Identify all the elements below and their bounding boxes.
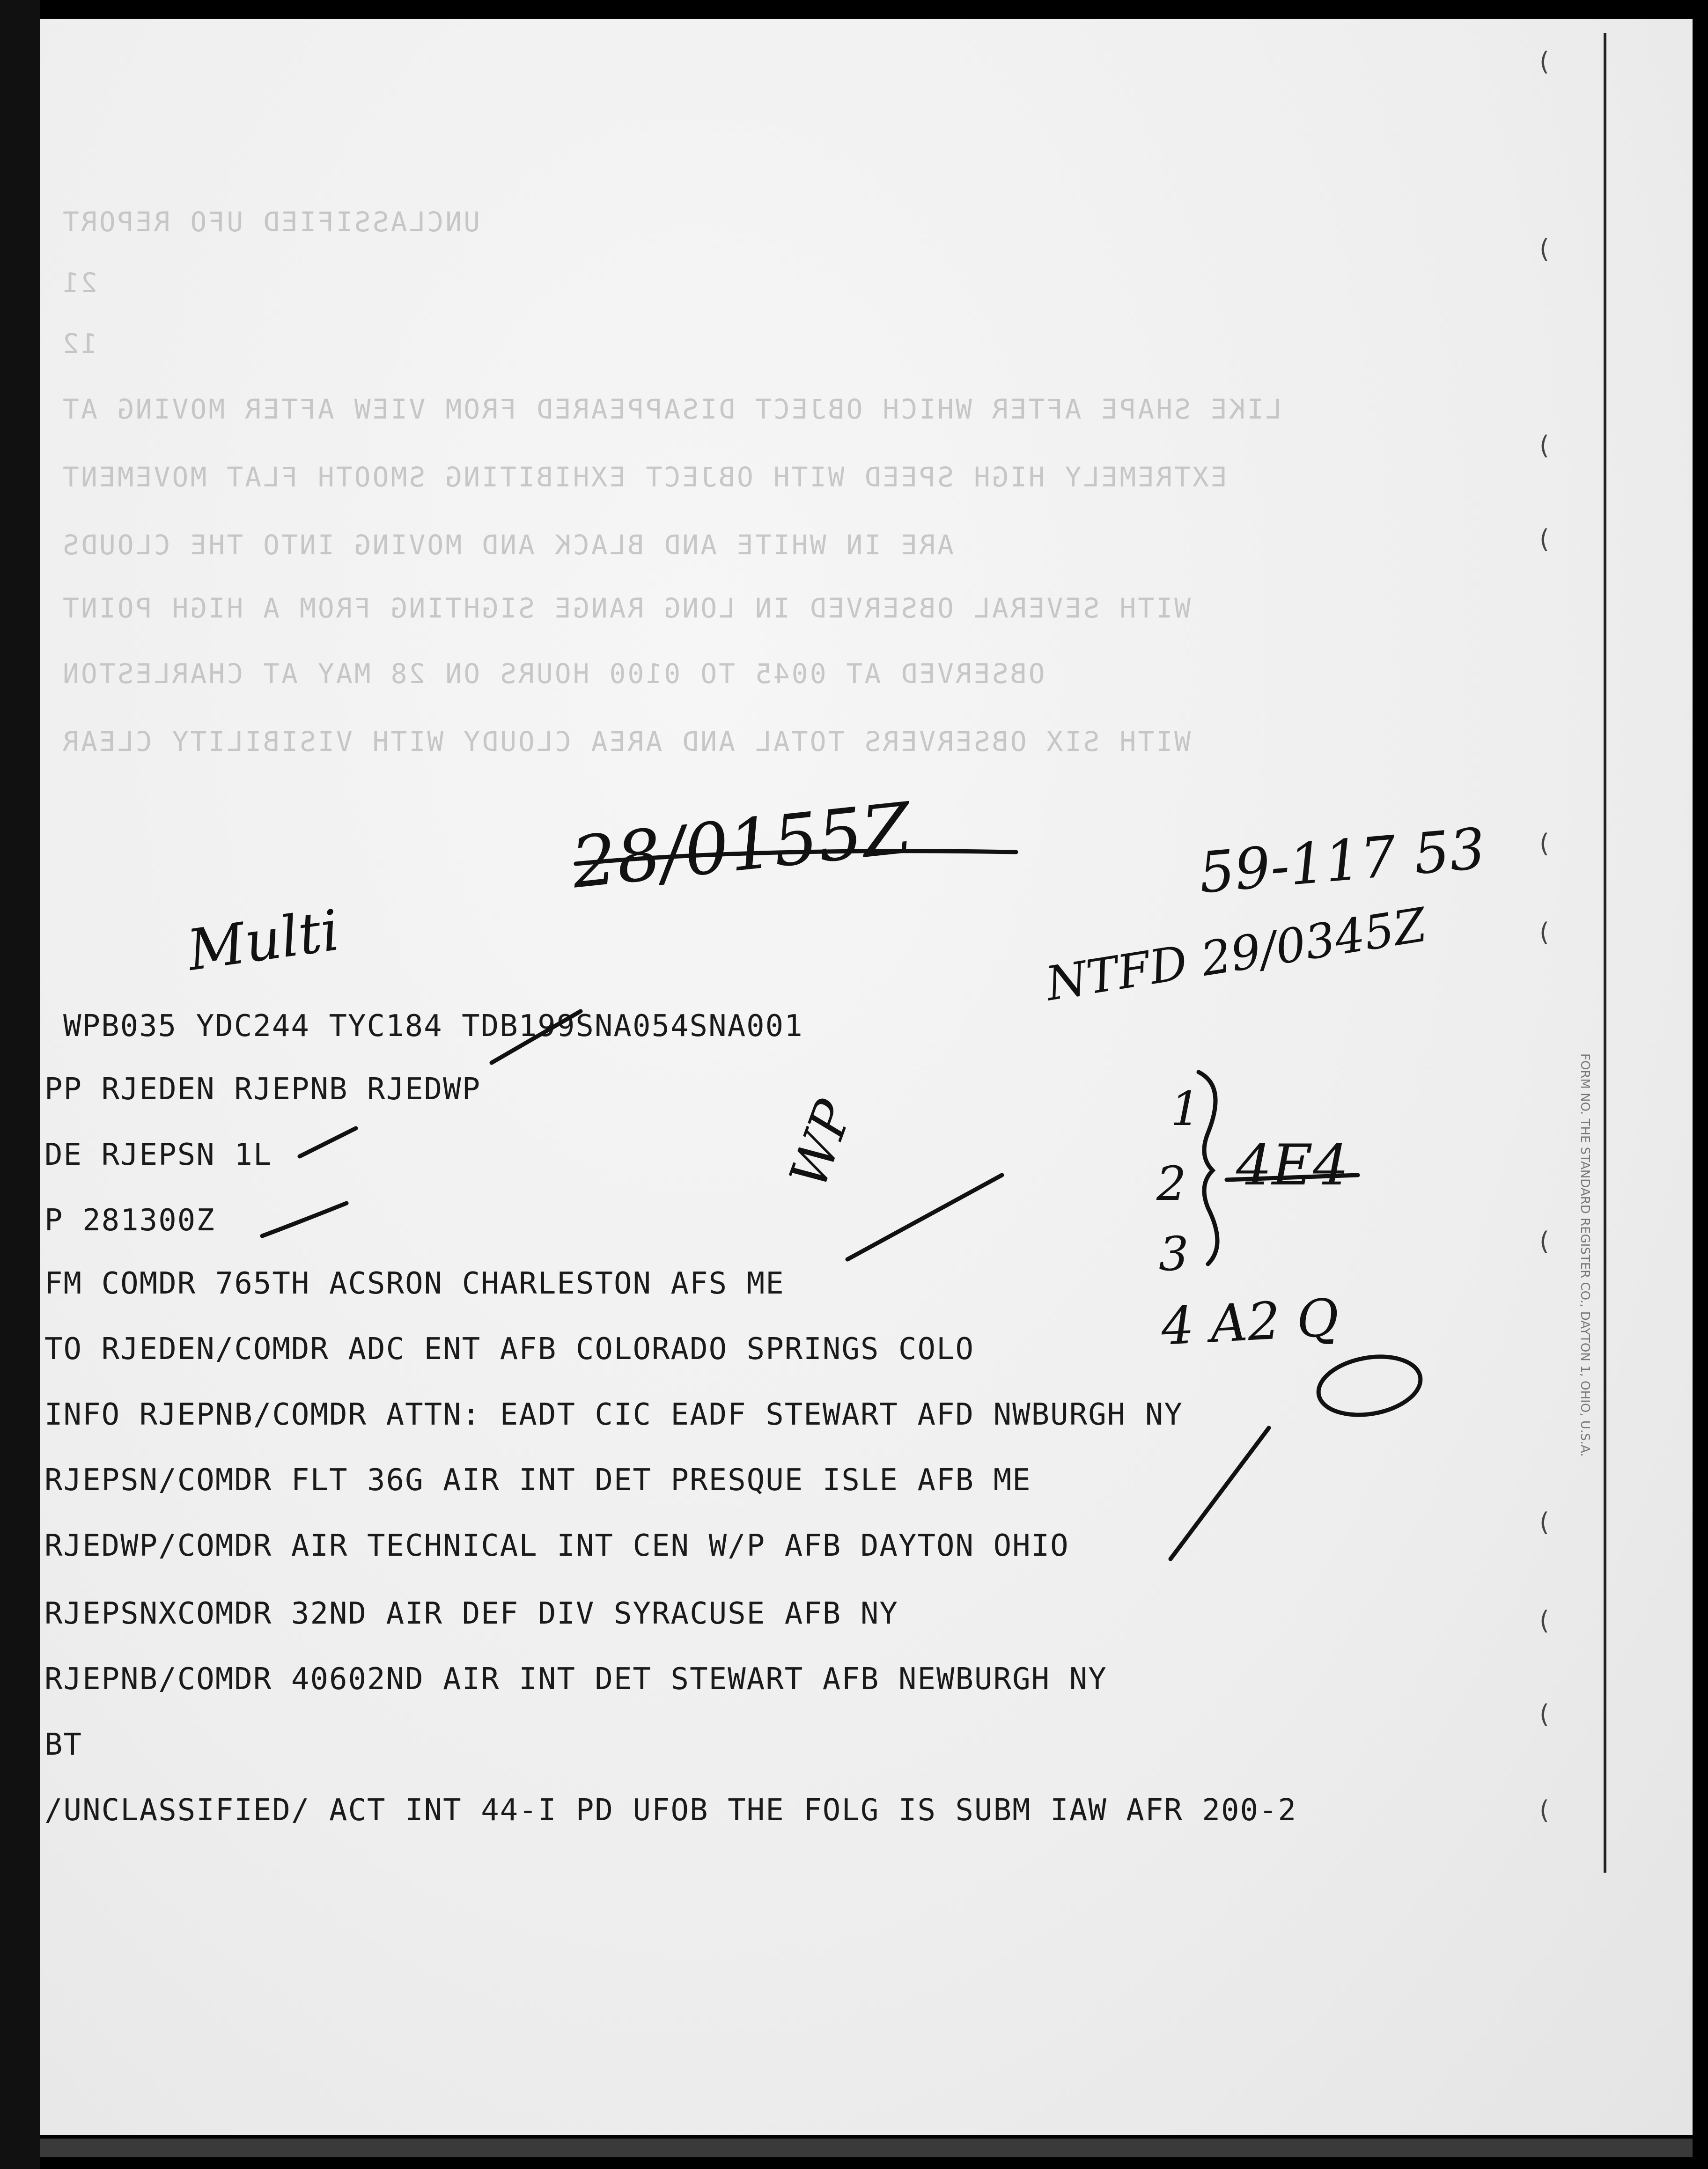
handwritten-multi: Multi xyxy=(183,898,344,984)
address-line: RJEDWP/COMDR AIR TECHNICAL INT CEN W/P AFB DAYTON OHIO xyxy=(44,1529,1069,1563)
handwritten-ntfd: NTFD 29/0345Z xyxy=(1042,897,1430,1012)
from-line: FM COMDR 765TH ACSRON CHARLESTON AFS ME xyxy=(44,1266,785,1301)
pen-underline-stroke xyxy=(576,851,1016,864)
address-line: RJEPSNXCOMDR 32ND AIR DEF DIV SYRACUSE AFB NY xyxy=(44,1596,898,1631)
bleed-line: 21 xyxy=(61,267,97,299)
punch-mark: ( xyxy=(1539,1606,1550,1635)
priority-line: P 281300Z xyxy=(44,1203,215,1238)
pen-slash-stroke xyxy=(847,1175,1002,1259)
handwritten-code-4a2q: 4 A2 Q xyxy=(1159,1287,1340,1357)
bleed-line: LIKE SHAPE AFTER WHICH OBJECT DISAPPEARED FROM VIEW AFTER MOVING AT xyxy=(61,393,1282,425)
punch-mark: ( xyxy=(1539,829,1550,858)
handwritten-datetime: 28/0155Z xyxy=(567,787,915,904)
pen-check-stroke xyxy=(492,1011,581,1063)
handwritten-ref-number: 59-117 53 xyxy=(1196,816,1488,906)
address-line: RJEPSN/COMDR FLT 36G AIR INT DET PRESQUE ISLE AFB ME xyxy=(44,1463,1031,1498)
body-line: /UNCLASSIFIED/ ACT INT 44-I PD UFOB THE FOLG IS SUBM IAW AFR 200-2 xyxy=(44,1793,1297,1828)
address-line: RJEPNB/COMDR 40602ND AIR INT DET STEWART AFB NEWBURGH NY xyxy=(44,1662,1107,1697)
bt-line: BT xyxy=(44,1728,83,1762)
punch-mark: ( xyxy=(1539,1795,1550,1825)
handwritten-initials: WP xyxy=(778,1093,864,1196)
bleed-line: WITH SIX OBSERVERS TOTAL AND AREA CLOUDY WITH VISIBILITY CLEAR xyxy=(61,726,1191,757)
info-line: INFO RJEPNB/COMDR ATTN: EADT CIC EADF STEWART AFD NWBURGH NY xyxy=(44,1397,1183,1432)
form-imprint: FORM NO. THE STANDARD REGISTER CO., DAYTON 1, OHIO, U.S.A. xyxy=(1578,1053,1592,1457)
bleed-line: 12 xyxy=(61,328,97,360)
bleed-line: UNCLASSIFIED UFO REPORT xyxy=(61,206,480,238)
punch-mark: ( xyxy=(1539,1507,1550,1537)
pen-brace-stroke xyxy=(1199,1072,1217,1264)
handwritten-code-4e4: 4E4 xyxy=(1236,1133,1349,1198)
header-codes: WPB035 YDC244 TYC184 TDB199SNA054SNA001 xyxy=(63,1009,803,1044)
bleed-line: WITH SEVERAL OBSERVED IN LONG RANGE SIGHTING FROM A HIGH POINT xyxy=(61,592,1191,624)
punch-mark: ( xyxy=(1539,234,1550,264)
pen-check-stroke xyxy=(300,1128,356,1156)
punch-mark: ( xyxy=(1539,1699,1550,1729)
bleed-line: OBSERVED AT 0045 TO 0100 HOURS ON 28 MAY AT CHARLESTON xyxy=(61,658,1045,690)
handwritten-list-number: 2 xyxy=(1156,1156,1186,1211)
pen-slash-stroke xyxy=(1171,1428,1269,1559)
pen-underline-stroke xyxy=(1227,1175,1358,1180)
punch-mark: ( xyxy=(1539,918,1550,947)
pen-circle-stroke xyxy=(1314,1349,1425,1422)
punch-mark: ( xyxy=(1539,1227,1550,1256)
bleed-line: EXTREMELY HIGH SPEED WITH OBJECT EXHIBITING SMOOTH FLAT MOVEMENT xyxy=(61,461,1227,493)
routing-line: PP RJEDEN RJEPNB RJEDWP xyxy=(44,1072,481,1107)
handwritten-list-number: 1 xyxy=(1171,1081,1200,1136)
punch-mark: ( xyxy=(1539,524,1550,554)
pen-check-stroke xyxy=(262,1203,346,1236)
to-line: TO RJEDEN/COMDR ADC ENT AFB COLORADO SPRINGS COLO xyxy=(44,1332,975,1367)
de-line: DE RJEPSN 1L xyxy=(44,1138,272,1172)
handwritten-list-number: 3 xyxy=(1159,1227,1189,1281)
bleed-line: ARE IN WHITE AND BLACK AND MOVING INTO THE CLOUDS xyxy=(61,529,954,561)
punch-mark: ( xyxy=(1539,431,1550,460)
punch-mark: ( xyxy=(1539,47,1550,76)
